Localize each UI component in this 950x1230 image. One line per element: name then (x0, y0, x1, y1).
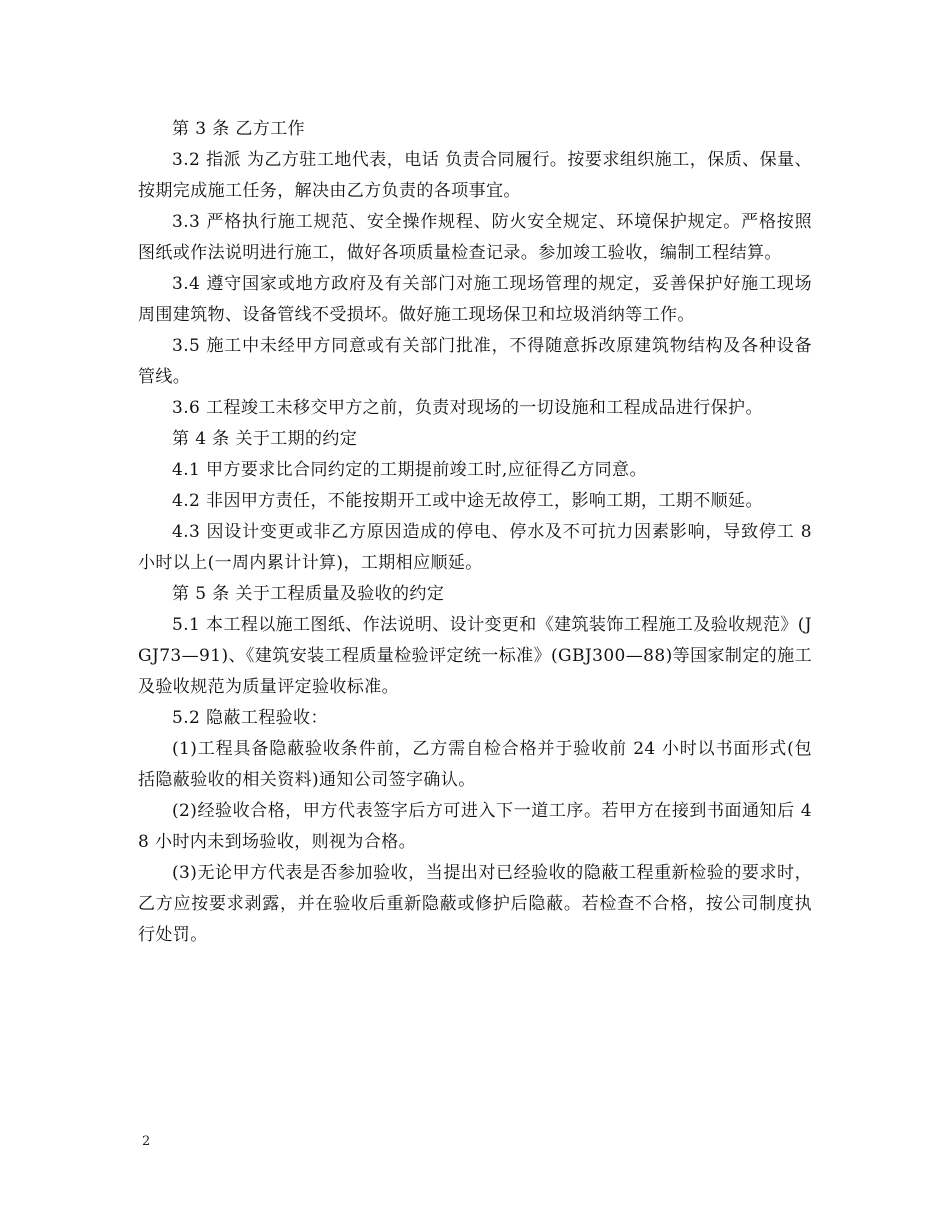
page-number: 2 (142, 1134, 151, 1149)
clause-5-1: 5.1 本工程以施工图纸、作法说明、设计变更和《建筑装饰工程施工及验收规范》(JGJ73—91)、《建筑安装工程质量检验评定统一标准》(GBJ300—88)等国家制定的施工及验收规范为质量评定验收标准。 (138, 615, 812, 697)
clause-3-5: 3.5 施工中未经甲方同意或有关部门批准，不得随意拆改原建筑物结构及各种设备管线。 (138, 336, 812, 387)
clause-5-2: 5.2 隐蔽工程验收： (172, 708, 328, 728)
clause-3-2: 3.2 指派 为乙方驻工地代表，电话 负责合同履行。按要求组织施工，保质、保量、按期完成施工任务，解决由乙方负责的各项事宜。 (138, 150, 812, 201)
document-page (138, 114, 812, 951)
clause-3-3: 3.3 严格执行施工规范、安全操作规程、防火安全规定、环境保护规定。严格按照图纸或作法说明进行施工，做好各项质量检查记录。参加竣工验收，编制工程结算。 (138, 212, 812, 263)
clause-5-2-item-3: (3)无论甲方代表是否参加验收，当提出对已经验收的隐蔽工程重新检验的要求时，乙方应按要求剥露，并在验收后重新隐蔽或修护后隐蔽。若检查不合格，按公司制度执行处罚。 (138, 863, 812, 945)
section-heading-3: 第 3 条 乙方工作 (172, 119, 306, 139)
section-heading-5: 第 5 条 关于工程质量及验收的约定 (172, 584, 445, 604)
clause-5-2-item-2: (2)经验收合格，甲方代表签字后方可进入下一道工序。若甲方在接到书面通知后 48 小时内未到场验收，则视为合格。 (138, 801, 812, 852)
clause-4-3: 4.3 因设计变更或非乙方原因造成的停电、停水及不可抗力因素影响，导致停工 8 小时以上(一周内累计计算)，工期相应顺延。 (138, 522, 812, 573)
clause-3-4: 3.4 遵守国家或地方政府及有关部门对施工现场管理的规定，妥善保护好施工现场周围建筑物、设备管线不受损坏。做好施工现场保卫和垃圾消纳等工作。 (138, 274, 812, 325)
clause-4-1: 4.1 甲方要求比合同约定的工期提前竣工时,应征得乙方同意。 (172, 460, 647, 480)
clause-5-2-item-1: (1)工程具备隐蔽验收条件前，乙方需自检合格并于验收前 24 小时以书面形式(包括隐蔽验收的相关资料)通知公司签字确认。 (138, 739, 812, 790)
clause-3-6: 3.6 工程竣工未移交甲方之前，负责对现场的一切设施和工程成品进行保护。 (172, 398, 763, 418)
clause-4-2: 4.2 非因甲方责任，不能按期开工或中途无故停工，影响工期，工期不顺延。 (172, 491, 763, 511)
section-heading-4: 第 4 条 关于工期的约定 (172, 429, 358, 449)
